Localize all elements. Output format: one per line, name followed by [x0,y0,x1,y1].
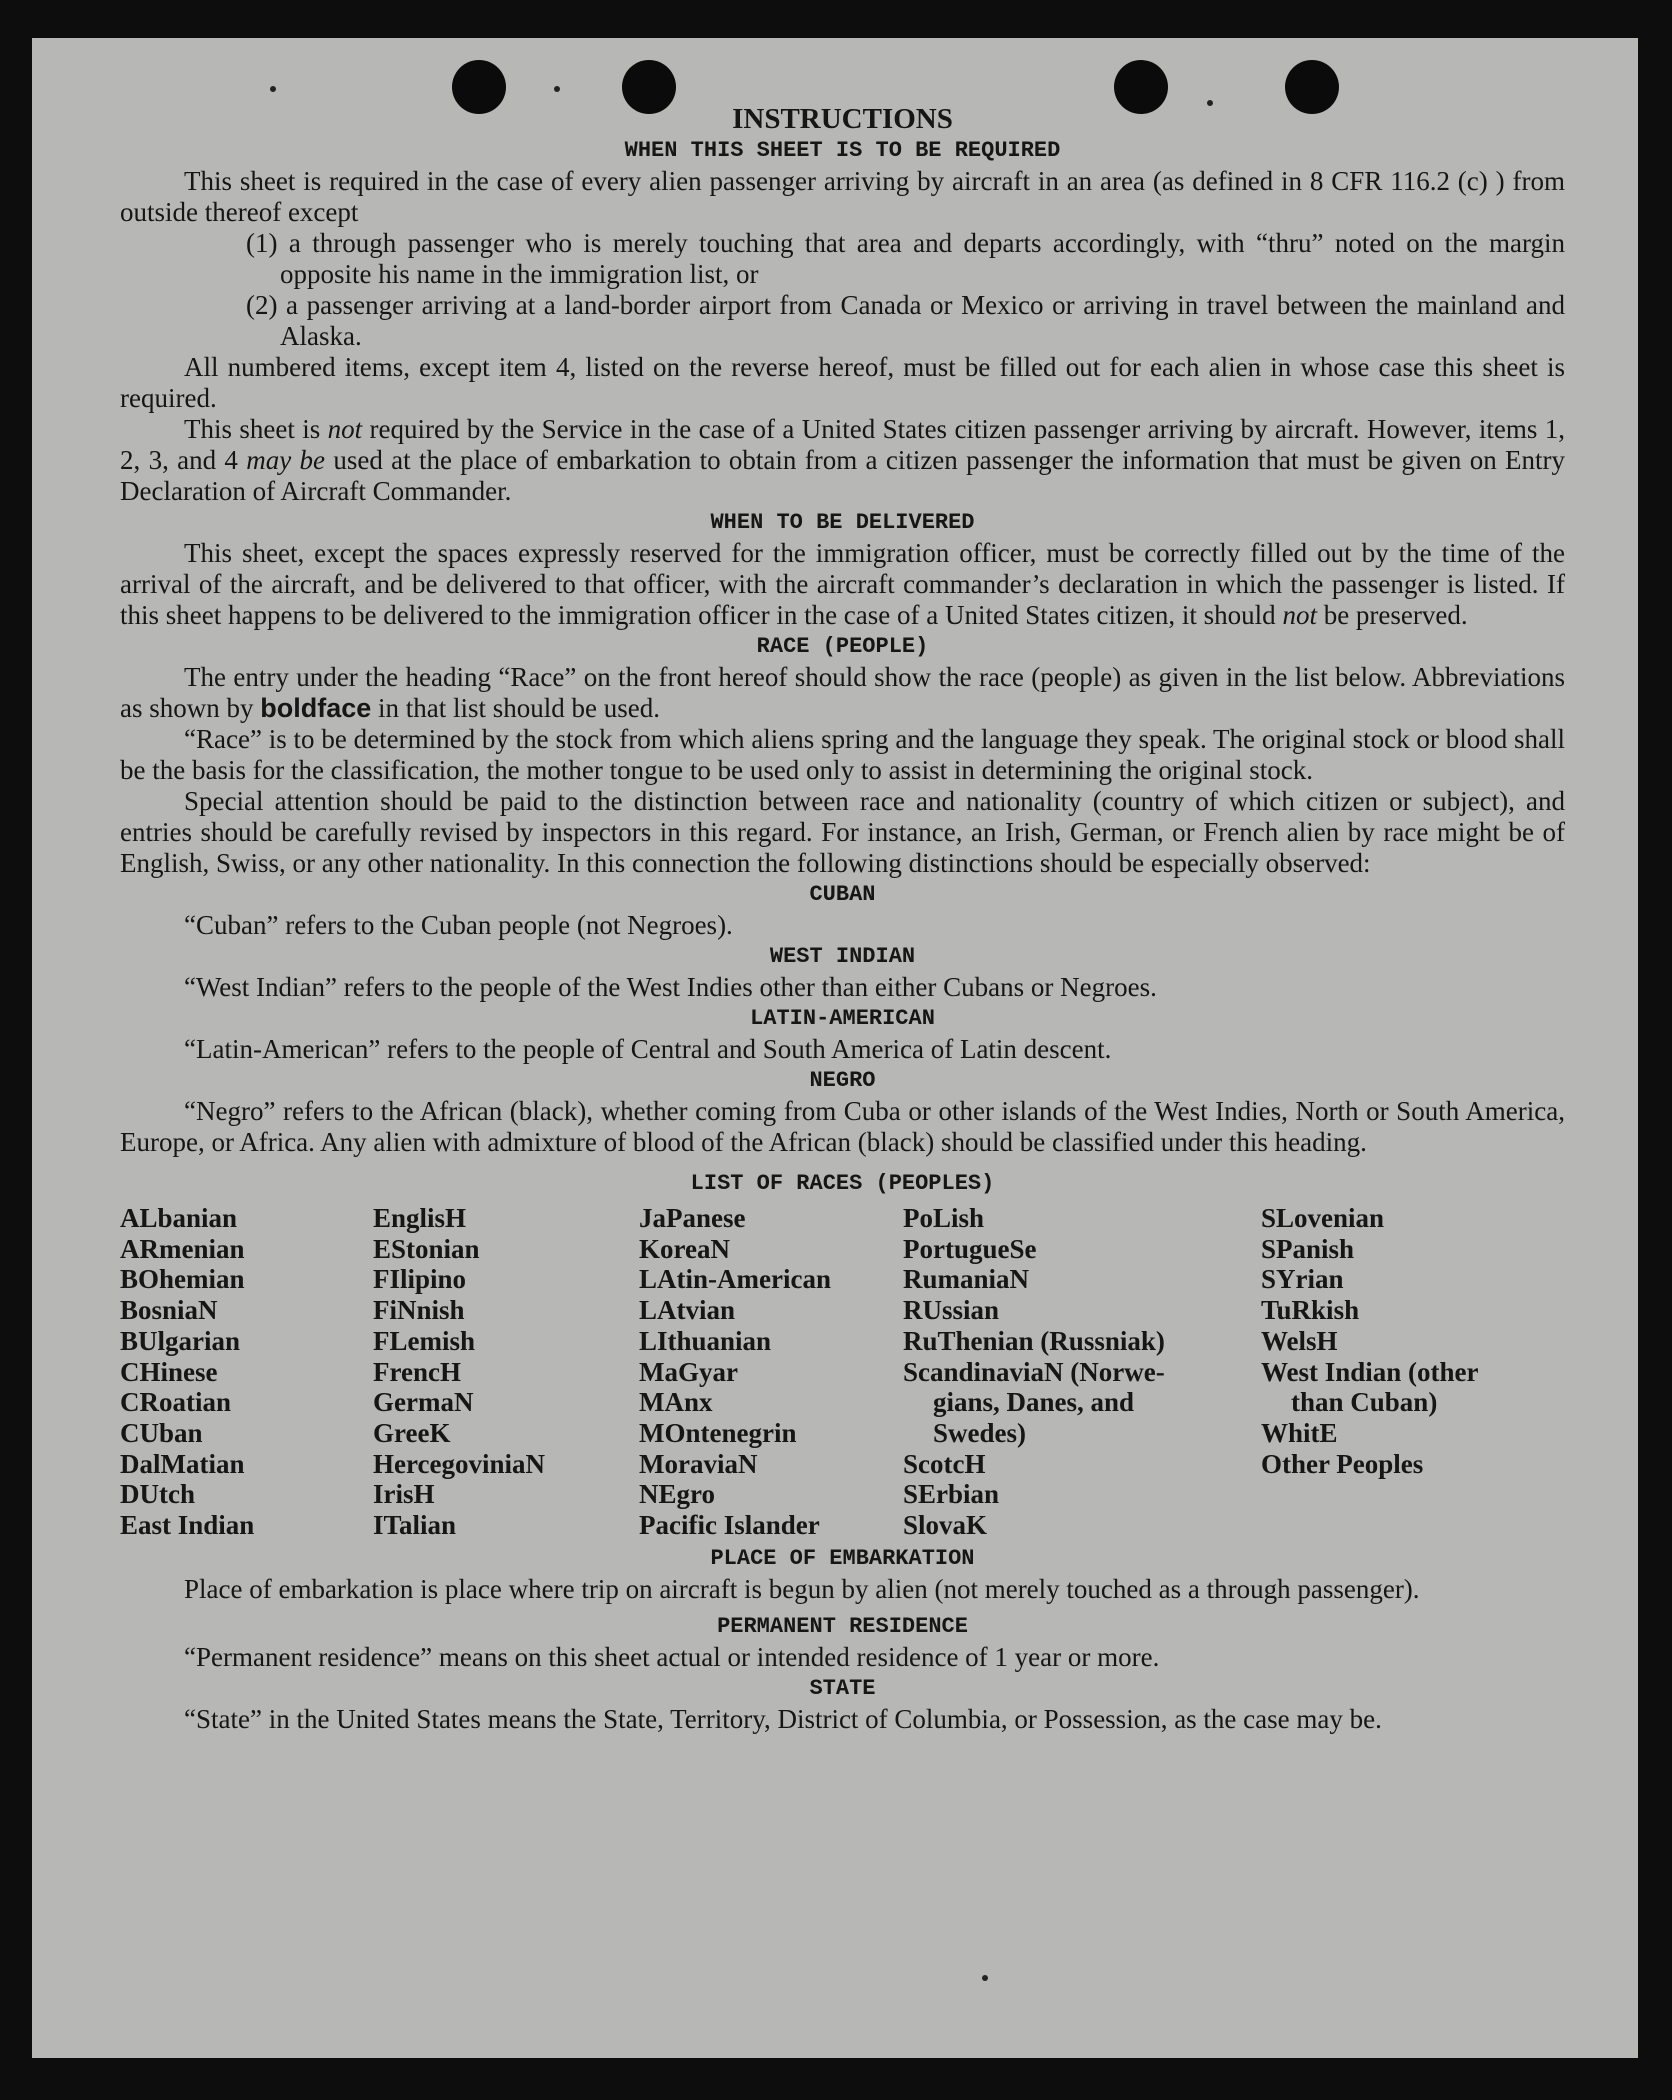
races-column-2 [373,1203,639,1541]
text-latin-american: “Latin-American” refers to the people of Central and South America of Latin descent. [184,1034,1112,1064]
heading-state: STATE [809,1675,876,1701]
instructions-content [120,103,1565,1735]
emphasis-not: not [1282,600,1317,630]
instructions-title: INSTRUCTIONS [732,103,953,135]
race-entry: CRoatian [120,1387,232,1418]
race-entry: Other Peoples [1261,1448,1424,1479]
heading-list-of-races: LIST OF RACES (PEOPLES) [690,1171,995,1196]
race-entry: BosniaN [120,1295,218,1326]
race-entry: MaGyar [639,1356,738,1387]
race-entry: LAtvian [639,1295,736,1326]
race-entry: West Indian (other [1261,1356,1479,1387]
race-entry: EnglisH [373,1203,467,1233]
heading-negro: NEGRO [809,1068,876,1093]
text-fragment: This sheet is [184,414,328,444]
paragraph-delivered [120,538,1565,631]
races-column-1 [120,1203,373,1541]
speck [982,1975,988,1981]
heading-place-of-embarkation: PLACE OF EMBARKATION [710,1545,975,1571]
race-entry: ScandinaviaN (Norwe- [903,1356,1165,1387]
paragraph-numbered-items: All numbered items, except item 4, listed on the reverse hereof, must be filled out for each alien in whose case this sheet is required. [120,352,1565,413]
paragraph-citizen [120,414,1565,507]
races-column-3 [639,1203,903,1541]
race-entry: DUtch [120,1479,195,1510]
race-entry-continuation: than Cuban) [1291,1387,1438,1418]
emphasis-boldface: boldface [260,693,372,723]
race-entry: East Indian [120,1510,255,1541]
race-entry-continuation: Swedes) [933,1417,1026,1448]
race-entry: SlovaK [903,1510,988,1541]
heading-west-indian: WEST INDIAN [769,944,916,969]
race-entry: BUlgarian [120,1325,241,1356]
emphasis-may-be: may be [246,445,326,475]
text-cuban: “Cuban” refers to the Cuban people (not Negroes). [184,910,733,940]
race-entry: JaPanese [639,1203,746,1233]
emphasis-not: not [327,414,363,444]
race-entry: KoreaN [639,1233,730,1264]
races-column-4 [903,1203,1261,1541]
race-entry: ScotcH [903,1448,986,1479]
race-entry: LAtin-American [639,1264,831,1295]
race-entry: CUban [120,1417,203,1448]
heading-cuban: CUBAN [809,882,876,907]
race-entry: MOntenegrin [639,1417,797,1448]
text-fragment: be preserved. [1316,600,1468,630]
heading-when-required: WHEN THIS SHEET IS TO BE REQUIRED [624,138,1061,163]
race-entry: TuRkish [1261,1295,1360,1326]
text-fragment: required by the Service in the case of a United States citizen passenger arriving by aircraft. However, items 1, 2, 3, and 4 [120,414,1565,475]
speck [554,86,560,92]
paragraph-race-entry [120,662,1565,724]
text-west-indian: “West Indian” refers to the people of the West Indies other than either Cubans or Negroes. [184,972,1157,1002]
text-fragment: The entry under the heading “Race” on the front hereof should show the race (people) as given in the list below. Abbreviations as shown by [120,662,1565,723]
paragraph-race-stock: “Race” is to be determined by the stock from which aliens spring and the language they speak. The original stock or blood shall be the basis for the classification, the mother tongue to be used only to assist in determining the original stock. [120,724,1565,785]
text-fragment: This sheet, except the spaces expressly reserved for the immigration officer, must be correctly filled out by the time of the arrival of the aircraft, and be delivered to that officer, with the aircraft commander’s declaration in which the passenger is listed. If this sheet happens to be delivered to the immigration officer in the case of a United States citizen, it should [120,538,1565,630]
race-entry: FiNnish [373,1295,465,1326]
race-entry: PoLish [903,1203,985,1233]
exception-item-2: (2) a passenger arriving at a land-border airport from Canada or Mexico or arriving in travel between the mainland and Alaska. [246,290,1565,351]
paragraph-race-nationality: Special attention should be paid to the distinction between race and nationality (country of which citizen or subject), and entries should be carefully revised by inspectors in this regard. For instance, an Irish, German, or French alien by race might be of English, Swiss, or any other nationality. In this connection the following distinctions should be especially observed: [120,786,1565,878]
race-entry: SPanish [1261,1233,1355,1264]
race-entry: FIlipino [373,1264,467,1295]
races-list [120,1203,1565,1541]
race-entry-continuation: gians, Danes, and [933,1387,1135,1418]
text-fragment: used at the place of embarkation to obtain from a citizen passenger the information that must be given on Entry Declaration of Aircraft Commander. [120,445,1566,506]
race-entry: CHinese [120,1356,218,1387]
race-entry: RumaniaN [903,1264,1030,1295]
race-entry: PortugueSe [903,1233,1037,1264]
race-entry: GreeK [373,1417,451,1448]
races-column-5 [1261,1203,1551,1541]
race-entry: RUssian [903,1295,1000,1326]
race-entry: BOhemian [120,1264,245,1295]
text-state: “State” in the United States means the State, Territory, District of Columbia, or Possession, as the case may be. [184,1703,1382,1734]
race-entry: MoraviaN [639,1448,758,1479]
race-entry: FrencH [373,1356,461,1387]
exception-item-1: (1) a through passenger who is merely touching that area and departs accordingly, with “thru” noted on the margin opposite his name in the immigration list, or [246,228,1565,289]
document-page [32,38,1638,2058]
heading-race: RACE (PEOPLE) [756,634,929,659]
race-entry: WelsH [1261,1325,1338,1356]
heading-when-delivered: WHEN TO BE DELIVERED [710,510,975,535]
race-entry: RuThenian (Russniak) [903,1325,1165,1356]
race-entry: EStonian [373,1233,480,1264]
heading-permanent-residence: PERMANENT RESIDENCE [717,1613,968,1639]
race-entry: SErbian [903,1479,1000,1510]
text-permanent-residence: “Permanent residence” means on this sheet actual or intended residence of 1 year or more. [184,1641,1160,1672]
text-fragment: in that list should be used. [371,693,661,723]
race-entry: NEgro [639,1479,716,1510]
paragraph-required: This sheet is required in the case of every alien passenger arriving by aircraft in an area (as defined in 8 CFR 116.2 (c) ) from outside thereof except [120,166,1565,227]
race-entry: LIthuanian [639,1325,772,1356]
text-negro: “Negro” refers to the African (black), whether coming from Cuba or other islands of the West Indies, North or South America, Europe, or Africa. Any alien with admixture of blood of the African (black) should be classified under this heading. [120,1096,1565,1157]
race-entry: SLovenian [1261,1203,1385,1233]
race-entry: GermaN [373,1387,474,1418]
race-entry: ITalian [373,1510,457,1541]
race-entry: IrisH [373,1479,435,1510]
race-entry: DalMatian [120,1448,245,1479]
race-entry: SYrian [1261,1264,1344,1295]
text-place-of-embarkation: Place of embarkation is place where trip on aircraft is begun by alien (not merely touched as a through passenger). [184,1573,1420,1604]
race-entry: FLemish [373,1325,476,1356]
speck [270,86,276,92]
race-entry: MAnx [639,1387,713,1418]
race-entry: Pacific Islander [639,1510,820,1541]
heading-latin-american: LATIN-AMERICAN [750,1006,935,1031]
race-entry: ALbanian [120,1203,238,1233]
race-entry: HercegoviniaN [373,1448,545,1479]
race-entry: WhitE [1261,1417,1338,1448]
race-entry: ARmenian [120,1233,245,1264]
